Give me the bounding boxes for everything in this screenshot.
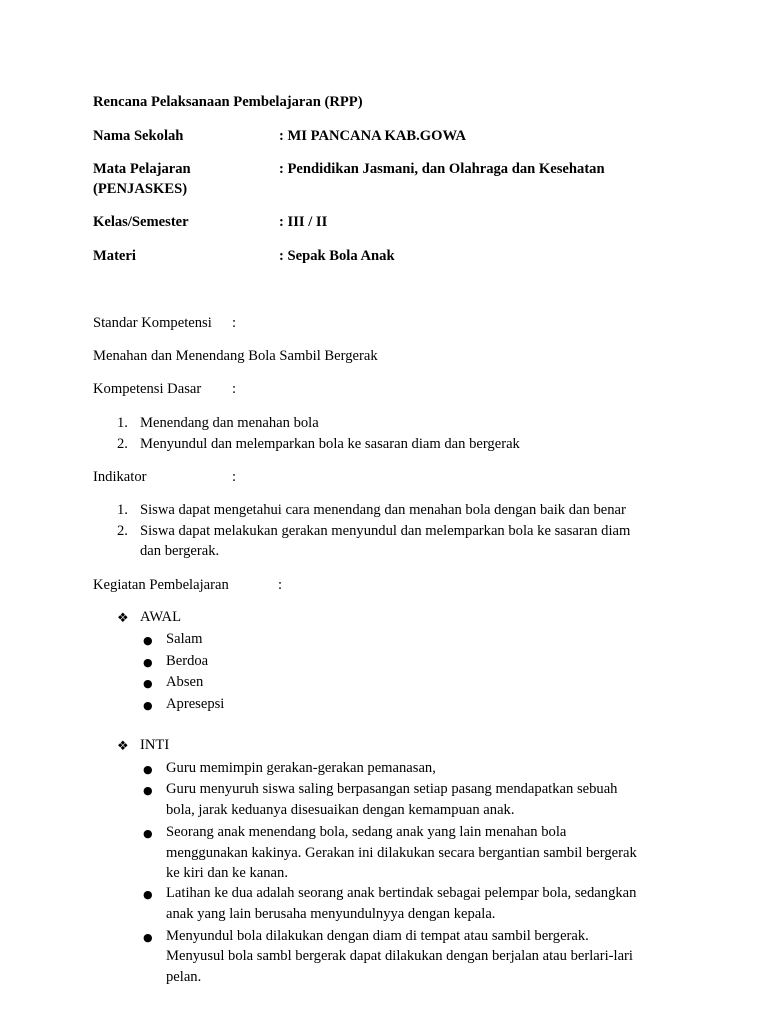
- kd-item-text: Menyundul dan melemparkan bola ke sasaran diam dan bergerak: [140, 436, 520, 452]
- section-heading-awal: AWAL: [140, 609, 181, 625]
- info-value-subject: : Pendidikan Jasmani, dan Olahraga dan Kesehatan: [279, 161, 605, 177]
- bullet-dot-icon: ●: [143, 656, 153, 669]
- info-label-subject: Mata Pelajaran: [93, 161, 191, 177]
- kd-colon: :: [232, 381, 237, 397]
- indikator-label: Indikator: [93, 469, 147, 485]
- inti-item-cont: bola, jarak keduanya disesuaikan dengan kemampuan anak.: [166, 802, 515, 818]
- bullet-dot-icon: ●: [143, 931, 153, 944]
- bullet-dot-icon: ●: [143, 827, 153, 840]
- indikator-item-text: Siswa dapat mengetahui cara menendang dan menahan bola dengan baik dan benar: [140, 502, 626, 518]
- awal-item: Absen: [166, 674, 204, 690]
- kd-item-number: 1.: [117, 415, 128, 431]
- indikator-item-number: 1.: [117, 502, 128, 518]
- kegiatan-label: Kegiatan Pembelajaran: [93, 577, 229, 593]
- bullet-dot-icon: ●: [143, 677, 153, 690]
- document-title: Rencana Pelaksanaan Pembelajaran (RPP): [93, 94, 363, 110]
- inti-item-cont: Menyusul bola sambl bergerak dapat dilakukan dengan berjalan atau berlari-lari: [166, 948, 633, 964]
- inti-item: Guru memimpin gerakan-gerakan pemanasan,: [166, 760, 436, 776]
- bullet-dot-icon: ●: [143, 888, 153, 901]
- awal-item: Apresepsi: [166, 696, 225, 712]
- info-value-material: : Sepak Bola Anak: [279, 248, 395, 264]
- inti-item: Latihan ke dua adalah seorang anak bertindak sebagai pelempar bola, sedangkan: [166, 885, 637, 901]
- inti-item-cont: anak yang lain berusaha menyundulnyya dengan kepala.: [166, 906, 496, 922]
- diamond-bullet-icon: ❖: [117, 739, 129, 754]
- inti-item: Menyundul bola dilakukan dengan diam di tempat atau sambil bergerak.: [166, 928, 589, 944]
- kd-item-text: Menendang dan menahan bola: [140, 415, 319, 431]
- indikator-item-text: Siswa dapat melakukan gerakan menyundul dan melemparkan bola ke sasaran diam: [140, 523, 631, 539]
- indikator-colon: :: [232, 469, 237, 485]
- bullet-dot-icon: ●: [143, 784, 153, 797]
- bullet-dot-icon: ●: [143, 634, 153, 647]
- inti-item-cont: menggunakan kakinya. Gerakan ini dilakukan secara bergantian sambil bergerak: [166, 845, 637, 861]
- sk-text: Menahan dan Menendang Bola Sambil Bergerak: [93, 348, 378, 364]
- info-label-class: Kelas/Semester: [93, 214, 189, 230]
- kd-label: Kompetensi Dasar: [93, 381, 202, 397]
- inti-item-cont: ke kiri dan ke kanan.: [166, 865, 288, 881]
- bullet-dot-icon: ●: [143, 763, 153, 776]
- awal-item: Berdoa: [166, 653, 209, 669]
- diamond-bullet-icon: ❖: [117, 611, 129, 626]
- indikator-item-number: 2.: [117, 523, 128, 539]
- info-value-class: : III / II: [279, 214, 328, 230]
- inti-item: Seorang anak menendang bola, sedang anak yang lain menahan bola: [166, 824, 567, 840]
- sk-colon: :: [232, 315, 237, 331]
- indikator-item-text-cont: dan bergerak.: [140, 543, 220, 559]
- info-value-school: : MI PANCANA KAB.GOWA: [279, 128, 467, 144]
- info-label-material: Materi: [93, 248, 136, 264]
- info-label-school: Nama Sekolah: [93, 128, 184, 144]
- kegiatan-colon: :: [278, 577, 283, 593]
- inti-item-cont: pelan.: [166, 969, 202, 985]
- sk-label: Standar Kompetensi: [93, 315, 212, 331]
- inti-item: Guru menyuruh siswa saling berpasangan setiap pasang mendapatkan sebuah: [166, 781, 618, 797]
- info-label-subject-abbr: (PENJASKES): [93, 181, 188, 197]
- kd-item-number: 2.: [117, 436, 128, 452]
- section-heading-inti: INTI: [140, 737, 170, 753]
- awal-item: Salam: [166, 631, 203, 647]
- bullet-dot-icon: ●: [143, 699, 153, 712]
